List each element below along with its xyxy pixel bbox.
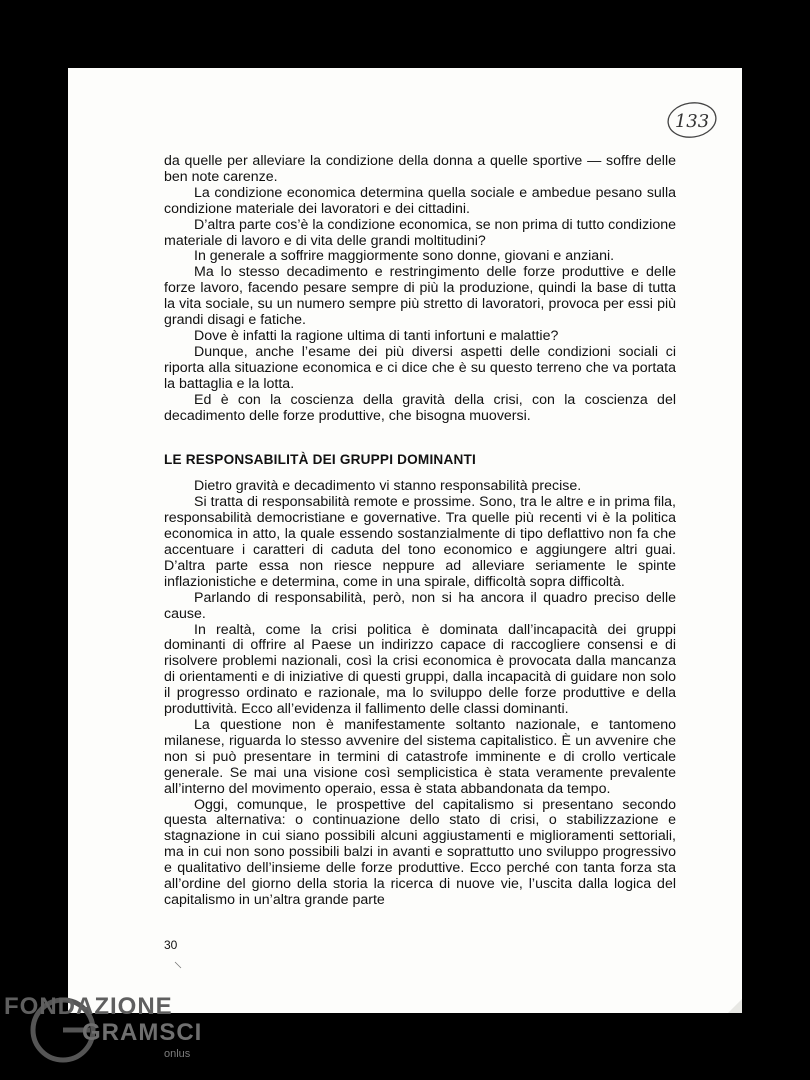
paragraph: D’altra parte cos’è la condizione economica, se non prima di tutto condizione materiale di lavoro e di vita delle grandi moltitudini? (164, 216, 676, 249)
page-number: 30 (164, 938, 178, 952)
paragraph: In realtà, come la crisi politica è dominata dall’incapacità dei gruppi dominanti di offrire al Paese un indirizzo capace di raccogliere consensi e di risolvere problemi nazionali, così la crisi economica è provocata dalla mancanza di orientamenti e di iniziative di questi gruppi, dalla incapacità di guidare non solo il progresso ordinato e razionale, ma lo sviluppo delle forze produttive e della produttività. Ecco all’evidenza il fallimento delle classi dominanti. (164, 621, 676, 718)
ink-mark (174, 961, 182, 969)
paragraph: Dietro gravità e decadimento vi stanno responsabilità precise. (194, 478, 582, 495)
watermark-text-line2: GRAMSCI (82, 1019, 203, 1046)
paragraph: Si tratta di responsabilità remote e prossime. Sono, tra le altre e in prima fila, responsabilità democristiane e governative. Tra quelle più recenti vi è la politica economica in atto, la quale essendo sostanzialmente di tipo deflattivo non fa che accentuare i caratteri di caduta del tono economico e aggiungere altri guai. D’altra parte essa non riesce neppure ad alleviare seriamente le spinte inflazionistiche e determina, come in una spirale, difficoltà sopra difficoltà. (164, 494, 676, 590)
fondazione-gramsci-watermark (0, 985, 240, 1080)
svg-text:133: 133 (674, 111, 710, 132)
handwritten-page-number-stamp (664, 98, 720, 142)
watermark-text-line3: onlus (164, 1048, 191, 1060)
document-body (164, 154, 676, 909)
section-heading: LE RESPONSABILITÀ DEI GRUPPI DOMINANTI (164, 452, 476, 468)
watermark-text-line1: FONDAZIONE (4, 993, 173, 1020)
paragraph: Oggi, comunque, le prospettive del capitalismo si presentano secondo questa alternativa: o continuazione dello stato di crisi, o stabilizzazione e stagnazione in cui siano possibili alcuni aggiustamenti e miglioramenti settoriali, ma in cui non sono possibili balzi in avanti e soprattutto uno sviluppo progressivo e qualitativo dell’insieme delle forze produttive. Ecco perché con tanta forza sta all’ordine del giorno della storia la ricerca di nuove vie, l’uscita dalla logica del capitalismo in un’altra grande parte (164, 796, 676, 908)
paragraph: da quelle per alleviare la condizione della donna a quelle sportive — soffre delle ben note carenze. (164, 153, 676, 185)
paragraph: Dunque, anche l’esame dei più diversi aspetti delle condizioni sociali ci riporta alla situazione economica e ci dice che è su questo terreno che va portata la battaglia e la lotta. (164, 343, 676, 392)
paragraph: La questione non è manifestamente soltanto nazionale, e tantomeno milanese, riguarda lo stesso avvenire del sistema capitalistico. È un avvenire che non si può presentare in termini di catastrofe imminente e di crollo verticale generale. Se mai una visione così semplicistica è stata veramente prevalente all’interno del movimento operaio, essa è stata abbandonata da tempo. (164, 717, 676, 797)
paragraph: Ed è con la coscienza della gravità della crisi, con la coscienza del decadimento delle forze produttive, che bisogna muoversi. (164, 391, 676, 424)
paragraph: Ma lo stesso decadimento e restringimento delle forze produttive e delle forze lavoro, facendo pesare sempre di più la produzione, quindi la base di tutta la vita sociale, su un numero sempre più stretto di lavoratori, provoca per essi più grandi disagi e fatiche. (164, 264, 676, 329)
paragraph: Parlando di responsabilità, però, non si ha ancora il quadro preciso delle cause. (164, 589, 676, 622)
document-page (68, 68, 742, 1013)
paragraph: In generale a soffrire maggiormente sono donne, giovani e anziani. (194, 248, 615, 265)
paragraph: La condizione economica determina quella sociale e ambedue pesano sulla condizione materiale dei lavoratori e dei cittadini. (164, 184, 676, 217)
paragraph: Dove è infatti la ragione ultima di tanti infortuni e malattie? (194, 327, 559, 344)
paper-corner-mark (728, 999, 742, 1013)
